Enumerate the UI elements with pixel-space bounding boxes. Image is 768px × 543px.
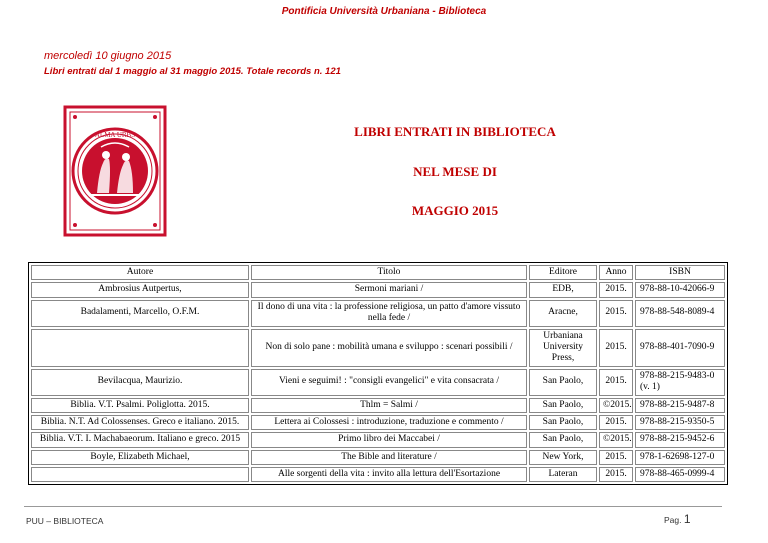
cell-autore <box>31 467 249 482</box>
cell-editore: San Paolo, <box>529 415 597 430</box>
cell-autore: Ambrosius Autpertus, <box>31 282 249 297</box>
column-header-isbn: ISBN <box>635 265 725 280</box>
cell-isbn: 978-88-215-9350-5 <box>635 415 725 430</box>
footer-divider <box>24 506 722 507</box>
cell-titolo: The Bible and literature / <box>251 450 527 465</box>
cell-titolo: Vieni e seguimi! : "consigli evangelici" e vita consacrata / <box>251 369 527 396</box>
table-row <box>31 282 725 297</box>
table-row <box>31 450 725 465</box>
cell-titolo: Alle sorgenti della vita : invito alla lettura dell'Esortazione <box>251 467 527 482</box>
cell-titolo: Primo libro dei Maccabei / <box>251 432 527 447</box>
cell-autore: Biblia. V.T. I. Machabaeorum. Italiano e greco. 2015 <box>31 432 249 447</box>
column-header-autore: Autore <box>31 265 249 280</box>
cell-editore: EDB, <box>529 282 597 297</box>
column-header-titolo: Titolo <box>251 265 527 280</box>
cell-isbn: 978-88-215-9483-0 (v. 1) <box>635 369 725 396</box>
cell-anno: ©2015. <box>599 398 633 413</box>
cell-editore: San Paolo, <box>529 432 597 447</box>
page-number-value: 1 <box>683 512 691 526</box>
table-row <box>31 432 725 447</box>
cell-isbn: 978-88-548-8089-4 <box>635 300 725 327</box>
cell-isbn: 978-1-62698-127-0 <box>635 450 725 465</box>
table-row <box>31 329 725 367</box>
cell-isbn: 978-88-215-9487-8 <box>635 398 725 413</box>
books-table <box>28 262 728 485</box>
records-summary: Libri entrati dal 1 maggio al 31 maggio 2015. Totale records n. 121 <box>44 66 341 77</box>
table-row <box>31 467 725 482</box>
cell-titolo: Lettera ai Colossesi : introduzione, traduzione e commento / <box>251 415 527 430</box>
cell-anno: ©2015. <box>599 432 633 447</box>
table-header-row <box>31 265 725 280</box>
seal-icon <box>61 101 169 241</box>
cell-titolo: Non di solo pane : mobilità umana e sviluppo : scenari possibili / <box>251 329 527 367</box>
cell-autore: Biblia. N.T. Ad Colossenses. Greco e italiano. 2015. <box>31 415 249 430</box>
cell-titolo: Il dono di una vita : la professione religiosa, un patto d'amore vissuto nella fede / <box>251 300 527 327</box>
cell-titolo: Sermoni mariani / <box>251 282 527 297</box>
institution-title: Pontificia Università Urbaniana - Biblioteca <box>281 6 487 17</box>
cell-autore: Bevilacqua, Maurizio. <box>31 369 249 396</box>
main-heading: LIBRI ENTRATI IN BIBLIOTECA <box>354 124 556 139</box>
cell-isbn: 978-88-215-9452-6 <box>635 432 725 447</box>
cell-isbn: 978-88-10-42066-9 <box>635 282 725 297</box>
cell-autore: Badalamenti, Marcello, O.F.M. <box>31 300 249 327</box>
table-body <box>31 282 725 482</box>
cell-editore: Urbaniana University Press, <box>529 329 597 367</box>
cell-anno: 2015. <box>599 450 633 465</box>
table-row <box>31 398 725 413</box>
month-heading: MAGGIO 2015 <box>411 203 499 218</box>
column-header-anno: Anno <box>599 265 633 280</box>
cell-editore: Lateran <box>529 467 597 482</box>
cell-editore: New York, <box>529 450 597 465</box>
sub-heading: NEL MESE DI <box>413 164 497 179</box>
cell-titolo: Thlm = Salmi / <box>251 398 527 413</box>
cell-isbn: 978-88-465-0999-4 <box>635 467 725 482</box>
footer-library-name: PUU – BIBLIOTECA <box>26 516 104 526</box>
cell-anno: 2015. <box>599 329 633 367</box>
cell-editore: San Paolo, <box>529 398 597 413</box>
column-header-editore: Editore <box>529 265 597 280</box>
table-row <box>31 415 725 430</box>
cell-autore: Biblia. V.T. Psalmi. Poliglotta. 2015. <box>31 398 249 413</box>
table-row <box>31 300 725 327</box>
cell-editore: Aracne, <box>529 300 597 327</box>
page-label: Pag. <box>664 515 682 525</box>
cell-autore: Boyle, Elizabeth Michael, <box>31 450 249 465</box>
library-seal-logo <box>61 101 169 241</box>
table-row <box>31 369 725 396</box>
report-date: mercoledì 10 giugno 2015 <box>44 50 172 62</box>
cell-anno: 2015. <box>599 369 633 396</box>
svg-text:ALMA URBS: ALMA URBS <box>94 131 136 139</box>
cell-autore <box>31 329 249 367</box>
cell-anno: 2015. <box>599 467 633 482</box>
page-number <box>664 512 691 526</box>
cell-anno: 2015. <box>599 300 633 327</box>
cell-anno: 2015. <box>599 415 633 430</box>
cell-anno: 2015. <box>599 282 633 297</box>
cell-editore: San Paolo, <box>529 369 597 396</box>
cell-isbn: 978-88-401-7090-9 <box>635 329 725 367</box>
